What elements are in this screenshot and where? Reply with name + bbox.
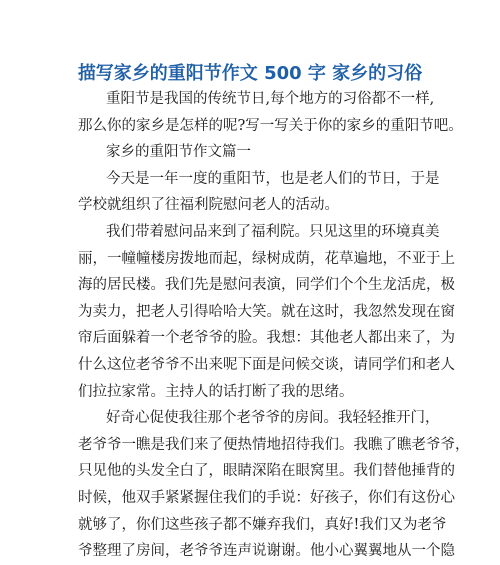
body-line: 什么这位老爷爷不出来呢下面是问候交谈，请同学们和老人 [78, 356, 455, 373]
body-line: 只见他的头发全白了，眼睛深陷在眼窝里。我们替他捶背的 [78, 463, 455, 480]
body-line: 老爷爷一瞧是我们来了便热情地招待我们。我瞧了瞧老爷爷， [78, 436, 470, 453]
body-line: 丽，一幢幢楼房拨地而起，绿树成荫，花草遍地，不亚于上 [78, 250, 455, 267]
body-line: 海的居民楼。我们先是慰问表演，同学们个个生龙活虎，极 [78, 277, 455, 294]
body-line: 就够了，你们这些孩子都不嫌弃我们，真好!我们又为老爷 [78, 516, 447, 533]
article-body [78, 86, 470, 565]
body-line: 学校就组织了往福利院慰问老人的活动。 [78, 197, 339, 214]
body-line: 那么你的家乡是怎样的呢?写一写关于你的家乡的重阳节吧。 [78, 117, 463, 134]
article-title: 描写家乡的重阳节作文 500 字 家乡的习俗 [77, 63, 423, 84]
body-line: 我们带着慰问品来到了福利院。只见这里的环境真美 [106, 223, 440, 240]
body-line: 爷整理了房间，老爷爷连声说谢谢。他小心翼翼地从一个隐 [78, 543, 455, 560]
body-line: 帘后面躲着一个老爷爷的脸。我想：其他老人都出来了，为 [78, 330, 455, 347]
body-line: 们拉拉家常。主持人的话打断了我的思绪。 [78, 383, 354, 400]
body-line: 今天是一年一度的重阳节，也是老人们的节日，于是 [106, 170, 440, 187]
body-line: 重阳节是我国的传统节日,每个地方的习俗都不一样, [106, 91, 435, 107]
section-heading: 家乡的重阳节作文篇一 [106, 144, 251, 161]
body-line: 时候，他双手紧紧握住我们的手说：好孩子，你们有这份心 [78, 489, 455, 506]
body-line: 为卖力，把老人引得哈哈大笑。就在这时，我忽然发现在窗 [78, 303, 455, 320]
body-line: 好奇心促使我往那个老爷爷的房间。我轻轻推开门， [106, 410, 440, 427]
